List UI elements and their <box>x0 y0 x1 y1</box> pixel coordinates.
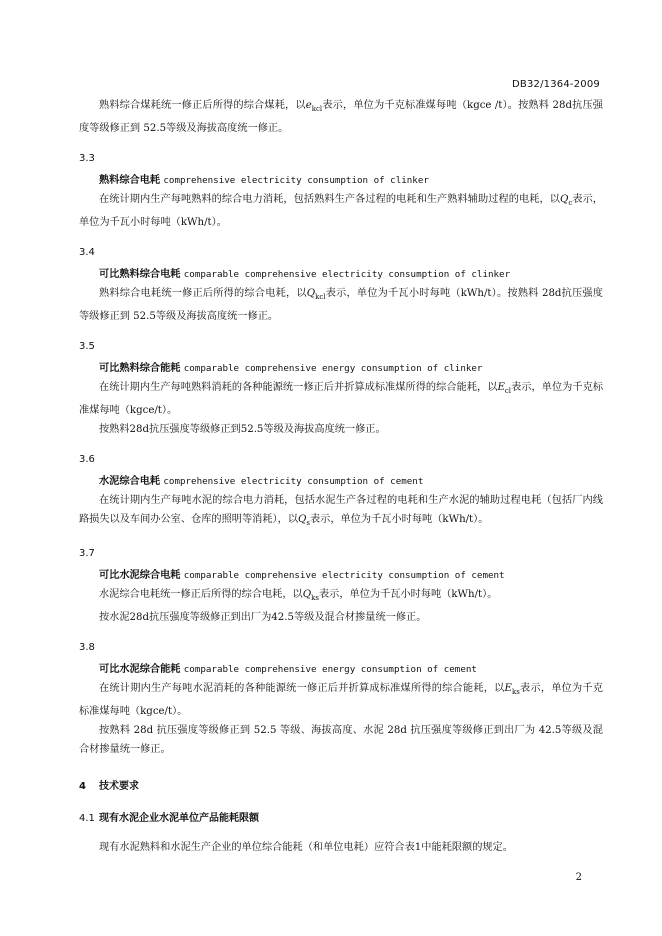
term-heading <box>79 359 603 378</box>
definition-variable-sub: ks <box>511 688 520 697</box>
definition-text-a: 在统计期内生产每吨熟料消耗的各种能源统一修正后并折算成标准煤所得的综合能耗，以 <box>99 382 498 394</box>
definition-variable-sub: kcl <box>315 293 326 302</box>
intro-paragraph <box>79 96 603 138</box>
term-heading <box>79 566 603 585</box>
definition-variable: E <box>504 683 512 695</box>
definition-paragraph <box>79 608 603 627</box>
section-4-heading <box>79 777 603 796</box>
definition-paragraph <box>79 721 603 759</box>
definition-variable: Q <box>298 514 307 526</box>
term-chinese: 熟料综合电耗 <box>99 175 161 187</box>
definition-variable-sub: c <box>568 199 573 208</box>
definition-variable-sub: s <box>306 519 310 528</box>
section-number: 3.8 <box>79 642 95 654</box>
definition-text-b: 表示，单位为千瓦小时每吨（kWh/t）。 <box>79 194 603 229</box>
definition-text-b: 表示，单位为千克标准煤每吨（kgce/t）。 <box>79 382 604 417</box>
intro-text-b: 表示，单位为千克标准煤每吨（kgce /t）。按熟料 28d抗压强度等级修正到 52.5等级及海拔高度统一修正。 <box>79 100 603 135</box>
term-chinese: 可比熟料综合能耗 <box>99 363 181 375</box>
definition-text-a: 按熟料28d抗压强度等级修正到52.5等级及海拔高度统一修正。 <box>99 424 386 436</box>
document-body <box>79 96 603 857</box>
term-heading <box>79 265 603 284</box>
section-number: 3.4 <box>79 247 95 259</box>
term-english: comparable comprehensive electricity consumption of cement <box>183 570 505 582</box>
definition-text-a: 水泥综合电耗统一修正后所得的综合电耗，以 <box>99 589 303 601</box>
term-english: comprehensive electricity consumption of clinker <box>163 175 429 187</box>
term-english: comparable comprehensive electricity consumption of clinker <box>183 269 511 281</box>
definition-text-b: 表示，单位为千瓦小时每吨（kWh/t）。 <box>309 514 489 526</box>
section-4-title: 技术要求 <box>99 781 139 793</box>
section-number: 3.6 <box>79 454 95 466</box>
term-english: comprehensive electricity consumption of cement <box>163 476 424 488</box>
term-english: comparable comprehensive energy consumption of clinker <box>183 363 483 375</box>
term-heading <box>79 171 603 190</box>
section-number: 3.7 <box>79 548 95 560</box>
term-chinese: 可比熟料综合电耗 <box>99 269 181 281</box>
section-4-1-title: 现有水泥企业水泥单位产品能耗限额 <box>99 813 259 825</box>
definition-variable: Q <box>302 589 312 601</box>
definition-text-a: 熟料综合电耗统一修正后所得的综合电耗，以 <box>99 288 307 300</box>
definition-variable: E <box>497 382 505 394</box>
section-4-1-paragraph: 现有水泥熟料和水泥生产企业的单位综合能耗（和单位电耗）应符合表1中能耗限额的规定。 <box>99 842 513 854</box>
term-heading <box>79 660 603 679</box>
definition-paragraph <box>79 679 603 721</box>
section-number: 3.5 <box>79 341 95 353</box>
definition-paragraph <box>79 491 603 533</box>
definition-text-a: 在统计期内生产每吨熟料的综合电力消耗，包括熟料生产各过程的电耗和生产熟料辅助过程的电耗，以 <box>99 194 560 206</box>
term-heading <box>79 472 603 491</box>
definition-variable-sub: ks <box>311 594 319 603</box>
term-chinese: 可比水泥综合能耗 <box>99 664 181 676</box>
section-4-number: 4 <box>79 781 86 793</box>
definition-text-b: 表示，单位为千瓦小时每吨（kWh/t）。 <box>318 589 498 601</box>
definition-paragraph <box>79 378 603 420</box>
intro-text-a: 熟料综合煤耗统一修正后所得的综合煤耗，以 <box>99 100 306 111</box>
definition-text-a: 按水泥28d抗压强度等级修正到出厂为42.5等级及混合材掺量统一修正。 <box>99 612 427 624</box>
term-sections <box>79 149 603 759</box>
definition-variable: Q <box>306 288 316 300</box>
term-english: comparable comprehensive energy consumption of cement <box>183 664 477 676</box>
term-chinese: 水泥综合电耗 <box>99 476 161 488</box>
intro-variable-sub: kcl <box>311 105 323 114</box>
section-4-1-heading <box>79 809 603 828</box>
intro-variable: e <box>305 100 312 111</box>
definition-variable-sub: cl <box>504 387 512 396</box>
section-4-1-number: 4.1 <box>79 813 95 825</box>
definition-paragraph <box>79 284 603 326</box>
definition-text-a: 在统计期内生产每吨水泥消耗的各种能源统一修正后并折算成标准煤所得的综合能耗，以 <box>99 683 505 695</box>
definition-variable: Q <box>559 194 569 206</box>
definition-text-a: 在统计期内生产每吨水泥的综合电力消耗，包括水泥生产各过程的电耗和生产水泥的辅助过程电耗（包括厂内线路损失以及车间办公室、仓库的照明等消耗），以 <box>79 495 603 526</box>
definition-paragraph <box>79 585 603 608</box>
definition-paragraph <box>79 420 603 439</box>
term-chinese: 可比水泥综合电耗 <box>99 570 181 582</box>
section-number: 3.3 <box>79 153 95 165</box>
definition-text-a: 按熟料 28d 抗压强度等级修正到 52.5 等级、海拔高度、水泥 28d 抗压强度等级修正到出厂为 42.5等级及混合材掺量统一修正。 <box>79 725 603 756</box>
definition-text-b: 表示，单位为千瓦小时每吨（kWh/t）。按熟料 28d抗压强度等级修正到 52.5等级及海拔高度统一修正。 <box>79 288 603 323</box>
document-code: DB32/1364-2009 <box>512 79 600 90</box>
page-number: 2 <box>575 872 582 883</box>
definition-text-b: 表示，单位为千克标准煤每吨（kgce/t）。 <box>79 683 603 718</box>
definition-paragraph <box>79 190 603 232</box>
